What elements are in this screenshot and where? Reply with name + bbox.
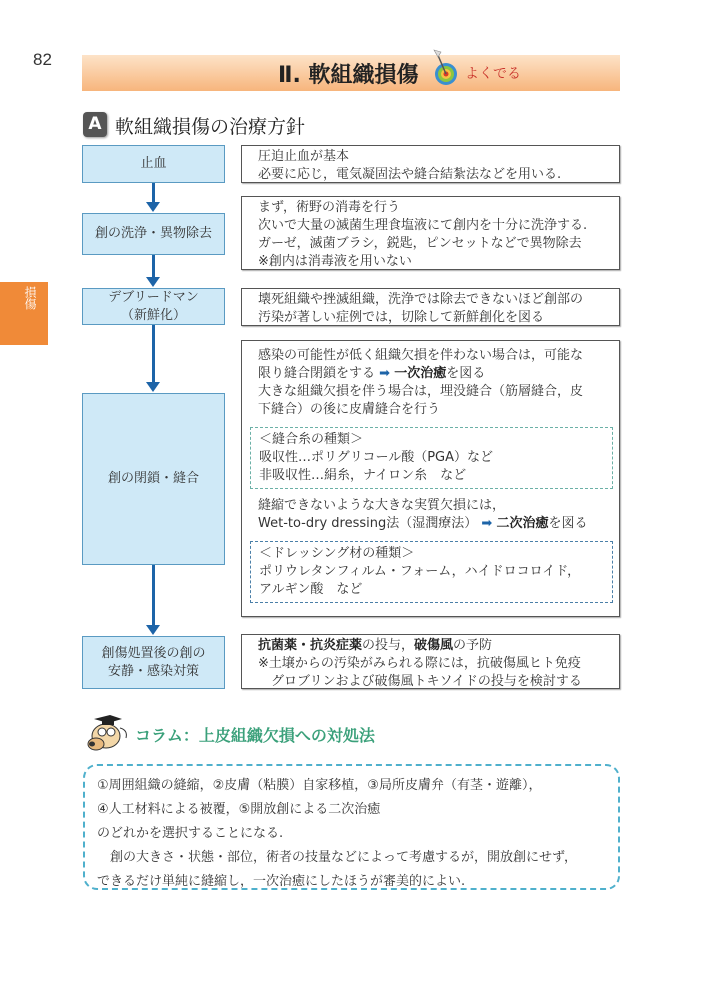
step-closure: [82, 393, 225, 565]
arrowhead-icon: [146, 202, 160, 212]
section-letter: A: [83, 112, 107, 137]
desc-line: 必要に応じ，電気凝固法や縫合結紮法などを用いる.: [258, 167, 562, 182]
column-line: できるだけ単純に縫縮し，一次治癒にしたほうが審美的によい.: [97, 874, 466, 889]
desc-line: ＜ドレッシング材の種類＞: [259, 546, 415, 561]
step-irrigation: [82, 213, 225, 255]
column-line: 創の大きさ・状態・部位，術者の技量などによって考慮するが，開放創にせず，: [97, 850, 577, 865]
text: の投与，: [362, 638, 415, 653]
emphasis: 破傷風: [414, 638, 454, 653]
column-line: のどれかを選択することになる.: [97, 826, 284, 841]
emphasis: 一次治癒: [394, 366, 447, 381]
side-tab-label: 損傷: [23, 286, 37, 310]
desc-line: 大きな組織欠損を伴う場合は，埋没縫合（筋層縫合，皮: [258, 384, 584, 399]
desc-line: [258, 515, 619, 533]
step-label: 創傷処置後の創の: [101, 645, 206, 661]
step-hemostasis: [82, 145, 225, 183]
text: の予防: [453, 638, 493, 653]
desc-aftercare: [241, 634, 620, 689]
column-line: ④人工材料による被覆，⑤開放創による二次治癒: [97, 802, 381, 817]
desc-line: ポリウレタンフィルム・フォーム，ハイドロコロイド，: [259, 564, 581, 579]
desc-line: [258, 637, 619, 655]
chapter-title: Ⅱ. 軟組織損傷: [278, 63, 419, 88]
desc-line: アルギン酸 など: [259, 582, 363, 597]
step-label: （新鮮化）: [120, 307, 186, 323]
page-number: 82: [33, 50, 52, 69]
text: Wet-to-dry dressing法（湿潤療法）: [258, 516, 478, 531]
step-label: デブリードマン: [108, 289, 199, 305]
desc-closure: [241, 340, 620, 617]
desc-line: 非吸収性…絹糸，ナイロン糸 など: [259, 468, 467, 483]
text: 限り縫合閉鎖をする: [258, 366, 376, 381]
desc-line: 汚染が著しい症例では，切除して新鮮創化を図る: [258, 310, 545, 325]
desc-line: ※創内は消毒液を用いない: [258, 254, 412, 269]
section-title: 軟組織損傷の治療方針: [115, 116, 306, 138]
arrow-right-icon: ➡: [481, 516, 493, 531]
desc-line: 圧迫止血が基本: [258, 149, 350, 164]
flow-arrow: [152, 183, 155, 203]
flow-arrow: [152, 255, 155, 278]
column-box: [83, 764, 620, 890]
dressing-types-box: [250, 541, 613, 603]
desc-line: 次いで大量の滅菌生理食塩液にて創内を十分に洗浄する.: [258, 218, 588, 233]
desc-line: 吸収性…ポリグリコール酸（PGA）など: [259, 450, 494, 465]
desc-line: 感染の可能性が低く組織欠損を伴わない場合は，可能な: [258, 348, 584, 363]
emphasis: 二次治癒: [496, 516, 549, 531]
desc-line: 壊死組織や挫滅組織，洗浄では除去できないほど創部の: [258, 292, 584, 307]
desc-debridement: [241, 288, 620, 326]
suture-types-box: [250, 427, 613, 489]
column-line: ①周囲組織の縫縮，②皮膚（粘膜）自家移植，③局所皮膚弁（有茎・遊離），: [97, 778, 542, 793]
step-label: 止血: [140, 156, 167, 171]
arrowhead-icon: [146, 382, 160, 392]
desc-line: 下縫合）の後に皮膚縫合を行う: [258, 402, 441, 417]
step-label: 創の閉鎖・縫合: [107, 471, 199, 486]
step-debridement: [82, 288, 225, 325]
arrow-right-icon: ➡: [379, 366, 391, 381]
step-label: 安静・感染対策: [107, 663, 199, 679]
flow-arrow: [152, 325, 155, 383]
desc-line: グロブリンおよび破傷風トキソイドの投与を検討する: [258, 674, 582, 689]
desc-irrigation: [241, 196, 620, 270]
desc-line: [258, 365, 619, 383]
desc-line: 縫縮できないような大きな実質欠損には，: [258, 498, 506, 513]
desc-line: ガーゼ，滅菌ブラシ，鋭匙，ピンセットなどで異物除去: [258, 236, 582, 251]
step-aftercare: [82, 636, 225, 689]
target-arrow-icon: [432, 47, 466, 87]
desc-hemostasis: [241, 145, 620, 183]
arrowhead-icon: [146, 277, 160, 287]
professor-dog-icon: [86, 710, 130, 752]
desc-line: ＜縫合糸の種類＞: [259, 432, 364, 447]
desc-line: まず，術野の消毒を行う: [258, 200, 400, 215]
text: を図る: [446, 366, 486, 381]
column-title: コラム：上皮組織欠損への対処法: [135, 726, 375, 745]
text: を図る: [548, 516, 588, 531]
arrowhead-icon: [146, 625, 160, 635]
step-label: 創の洗浄・異物除去: [94, 226, 212, 241]
desc-line: ※土壌からの汚染がみられる際には，抗破傷風ヒト免疫: [258, 656, 581, 671]
emphasis: 抗菌薬・抗炎症薬: [258, 638, 363, 653]
flow-arrow: [152, 565, 155, 626]
frequent-badge: よくでる: [465, 66, 521, 82]
